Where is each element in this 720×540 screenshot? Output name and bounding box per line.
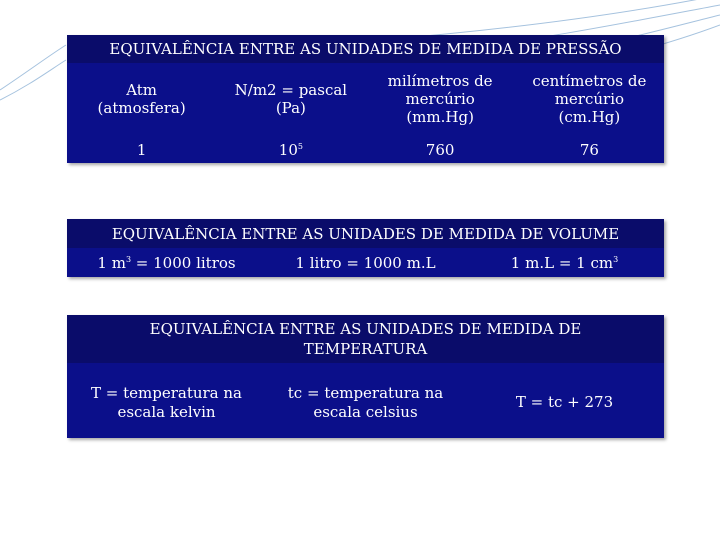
volume-table — [67, 219, 664, 277]
volume-title: EQUIVALÊNCIA ENTRE AS UNIDADES DE MEDIDA DE VOLUME — [67, 219, 664, 248]
pressure-value-row — [67, 139, 664, 161]
volume-item-ml: 1 m.L = 1 $cm^3$ — [510, 254, 619, 272]
value-mmhg: 760 — [425, 141, 455, 159]
value-atm: 1 — [136, 141, 147, 159]
header-cmhg: centímetros de mercúrio (cm.Hg) — [532, 72, 647, 126]
pressure-title: EQUIVALÊNCIA ENTRE AS UNIDADES DE MEDIDA DE PRESSÃO — [67, 35, 664, 63]
temperature-value-row — [67, 367, 664, 438]
temperature-item-kelvin: T = temperatura na escala kelvin — [90, 383, 242, 421]
volume-value-row — [67, 251, 664, 275]
temperature-table — [67, 315, 664, 438]
value-pascal: $10^5$ — [278, 141, 303, 159]
temperature-item-celsius: tc = temperatura na escala celsius — [287, 383, 444, 421]
volume-item-m3: 1 $m^3 = 1000$ litros — [97, 254, 236, 272]
header-atm: Atm (atmosfera) — [97, 81, 186, 117]
pressure-table — [67, 35, 664, 163]
volume-item-litro: 1 litro = 1000 m.L — [295, 254, 436, 272]
temperature-item-formula: T = tc + 273 — [515, 393, 614, 411]
header-pascal: N/m2 = pascal (Pa) — [234, 81, 348, 117]
header-mmhg: milímetros de mercúrio (mm.Hg) — [387, 72, 493, 126]
pressure-header-row — [67, 67, 664, 131]
value-cmhg: 76 — [579, 141, 599, 159]
temperature-title: EQUIVALÊNCIA ENTRE AS UNIDADES DE MEDIDA DE TEMPERATURA — [67, 315, 664, 363]
